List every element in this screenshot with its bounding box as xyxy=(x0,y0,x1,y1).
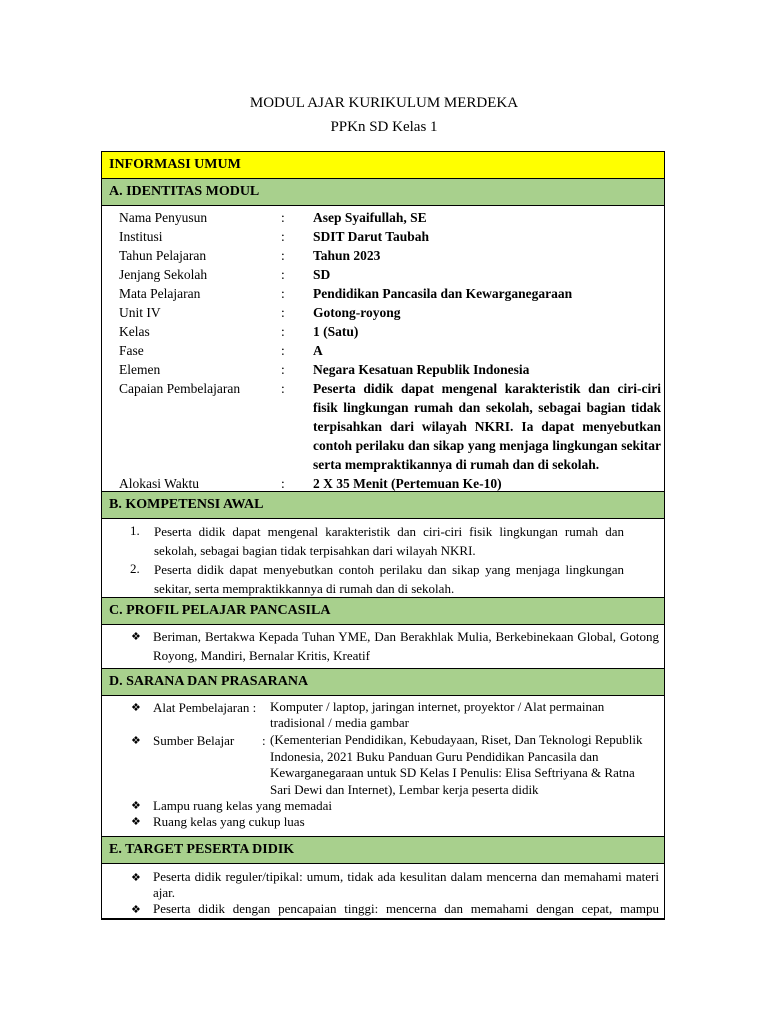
sumber-text: (Kementerian Pendidikan, Kebudayaan, Riset, Dan Teknologi Republik Indonesia, 2021 Buku Panduan Guru Pendidikan Pancasila dan Kewarganegaraan untuk SD Kelas I Penulis: Elisa Seftriyana & Ratna Sari Dewi dan Internet), Lembar kerja peserta didik xyxy=(270,732,643,797)
identity-colon: : xyxy=(281,343,285,358)
identity-row xyxy=(119,341,659,360)
document-title: MODUL AJAR KURIKULUM MERDEKA xyxy=(249,95,519,111)
identity-colon: : xyxy=(281,210,285,225)
identity-colon: : xyxy=(281,229,285,244)
list-number: 1. xyxy=(130,523,140,538)
bullet-icon: ❖ xyxy=(131,872,141,884)
sumber-colon: : xyxy=(262,733,266,748)
target-section xyxy=(102,864,664,919)
target-item: Peserta didik dengan pencapaian tinggi: mencerna dan memahami dengan cepat, mampu xyxy=(153,901,659,916)
profil-text: Beriman, Bertakwa Kepada Tuhan YME, Dan Berakhlak Mulia, Berkebinekaan Global, Gotong Royong, Mandiri, Bernalar Kritis, Kreatif xyxy=(153,629,659,663)
capaian-value: Peserta didik dapat mengenal karakteristik dan ciri-ciri fisik lingkungan rumah dan sekolah, sebagai bagian tidak terpisahkan dari wilayah NKRI. Ia dapat menyebutkan contoh perilaku dan sikap yang menjaga lingkungan sekitar serta mempraktikannya di rumah dan di sekolah. xyxy=(313,381,661,472)
identity-row xyxy=(119,227,659,246)
identity-value: A xyxy=(313,343,323,358)
identity-row xyxy=(119,322,659,341)
identity-key: Kelas xyxy=(119,324,150,339)
target-header: E. TARGET PESERTA DIDIK xyxy=(102,837,664,864)
identity-row xyxy=(119,284,659,303)
identity-row xyxy=(119,208,659,227)
identity-value: Negara Kesatuan Republik Indonesia xyxy=(313,362,530,377)
sarana-header: D. SARANA DAN PRASARANA xyxy=(102,669,664,696)
list-number: 2. xyxy=(130,561,140,576)
sumber-label: Sumber Belajar xyxy=(153,733,235,748)
identity-colon: : xyxy=(281,305,285,320)
bullet-icon: ❖ xyxy=(131,904,141,916)
profil-header: C. PROFIL PELAJAR PANCASILA xyxy=(102,598,664,625)
identity-row xyxy=(119,265,659,284)
identity-key: Jenjang Sekolah xyxy=(119,267,208,282)
alat-label: Alat Pembelajaran : xyxy=(153,700,257,715)
profil-section xyxy=(102,625,664,669)
identity-key: Alokasi Waktu xyxy=(119,476,200,491)
bullet-icon: ❖ xyxy=(131,702,141,714)
bullet-icon: ❖ xyxy=(131,631,141,643)
identity-colon: : xyxy=(281,267,285,282)
alat-text: Komputer / laptop, jaringan internet, proyektor / Alat permainan tradisional / media gambar xyxy=(270,699,605,730)
identity-value: Asep Syaifullah, SE xyxy=(313,210,427,225)
identitas-section xyxy=(102,206,664,492)
identity-value: 2 X 35 Menit (Pertemuan Ke-10) xyxy=(313,476,502,491)
identity-value: Gotong-royong xyxy=(313,305,401,320)
bullet-icon: ❖ xyxy=(131,816,141,828)
identity-value: Tahun 2023 xyxy=(313,248,381,263)
identity-row xyxy=(119,474,659,493)
sarana-item: Ruang kelas yang cukup luas xyxy=(153,814,305,829)
identity-colon: : xyxy=(281,248,285,263)
identity-colon: : xyxy=(281,286,285,301)
identity-key: Fase xyxy=(119,343,144,358)
identity-row xyxy=(119,246,659,265)
identity-colon: : xyxy=(281,476,285,491)
document-subtitle: PPKn SD Kelas 1 xyxy=(330,119,438,135)
identity-key: Institusi xyxy=(119,229,163,244)
identity-key: Tahun Pelajaran xyxy=(119,248,207,263)
identity-key: Mata Pelajaran xyxy=(119,286,201,301)
identity-value: 1 (Satu) xyxy=(313,324,359,339)
identity-key: Nama Penyusun xyxy=(119,210,208,225)
identity-row xyxy=(119,303,659,322)
identity-value: Pendidikan Pancasila dan Kewarganegaraan xyxy=(313,286,573,301)
identity-colon: : xyxy=(281,324,285,339)
target-item: Peserta didik reguler/tipikal: umum, tidak ada kesulitan dalam mencerna dan memahami materi ajar. xyxy=(153,869,659,900)
bullet-icon: ❖ xyxy=(131,800,141,812)
list-item: Peserta didik dapat mengenal karakteristik dan ciri-ciri fisik lingkungan rumah dan sekolah, sebagai bagian tidak terpisahkan dari wilayah NKRI. xyxy=(154,524,624,558)
sarana-item: Lampu ruang kelas yang memadai xyxy=(153,798,333,813)
sarana-section xyxy=(102,696,664,837)
identity-row xyxy=(119,360,659,379)
identity-key: Elemen xyxy=(119,362,161,377)
identity-colon: : xyxy=(281,362,285,377)
bullet-icon: ❖ xyxy=(131,735,141,747)
info-umum-header: INFORMASI UMUM xyxy=(102,152,664,179)
identity-colon: : xyxy=(281,381,285,396)
module-table xyxy=(101,151,665,920)
kompetensi-header: B. KOMPETENSI AWAL xyxy=(102,492,664,519)
identitas-header: A. IDENTITAS MODUL xyxy=(102,179,664,206)
list-item: Peserta didik dapat menyebutkan contoh perilaku dan sikap yang menjaga lingkungan sekitar, serta mempraktikkannya di rumah dan di sekolah. xyxy=(154,562,624,596)
identity-key: Unit IV xyxy=(119,305,161,320)
identity-value: SD xyxy=(313,267,331,282)
identity-value: SDIT Darut Taubah xyxy=(313,229,430,244)
identity-key: Capaian Pembelajaran xyxy=(119,381,241,396)
kompetensi-section xyxy=(102,519,664,598)
